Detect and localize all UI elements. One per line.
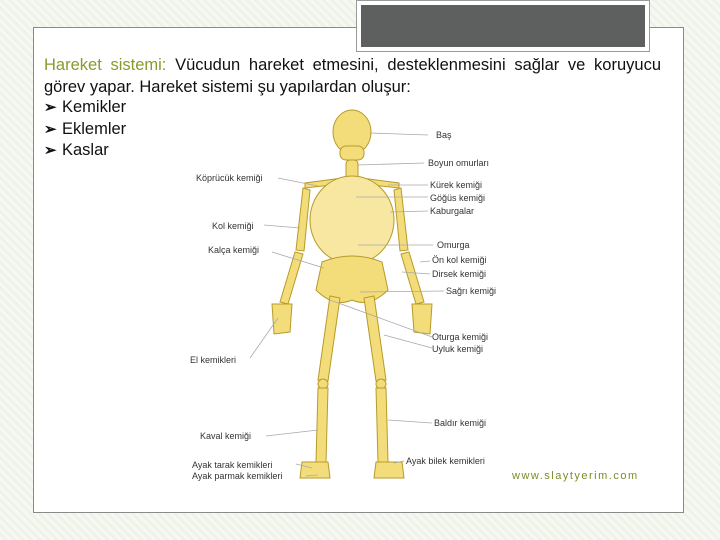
label-omurga: Omurga — [437, 240, 470, 250]
tibia-left — [316, 388, 328, 462]
bullet-text: Eklemler — [62, 119, 127, 138]
forearm-right — [401, 252, 424, 304]
watermark: www.slaytyerim.com — [512, 470, 639, 482]
label-kalca: Kalça kemiği — [208, 245, 260, 255]
label-kaburga: Kaburgalar — [430, 206, 475, 216]
bullet-text: Kaslar — [62, 141, 109, 159]
forearm-left — [280, 252, 303, 304]
jaw — [340, 146, 364, 160]
intro-text: Vücudun hareket etmesini, desteklenmesini sağlar ve koruyucu görev yapar. Hareket sistemi şu yapılardan oluşur: — [44, 56, 661, 96]
pelvis — [316, 256, 388, 302]
label-ayaktarak: Ayak tarak kemikleri — [192, 460, 273, 470]
femur-right — [364, 296, 386, 381]
label-kol: Kol kemiği — [212, 221, 254, 231]
label-dirsek: Dirsek kemiği — [432, 269, 487, 279]
label-onkol: Ön kol kemiği — [432, 255, 487, 265]
label-bas: Baş — [436, 130, 452, 140]
label-ayakbilek: Ayak bilek kemikleri — [406, 456, 485, 466]
arrow-bullet-icon: ➢ — [44, 120, 57, 138]
hand-right — [412, 304, 432, 334]
label-sagri: Sağrı kemiği — [446, 286, 497, 296]
label-oturga: Oturga kemiği — [432, 332, 489, 342]
label-el: El kemikleri — [190, 355, 237, 365]
ribcage — [310, 176, 394, 264]
humerus-left — [296, 188, 310, 251]
tibia-right — [376, 388, 388, 462]
label-gogus: Göğüs kemiği — [430, 193, 486, 203]
bullet-text: Kemikler — [62, 98, 127, 116]
label-kaval: Kaval kemiği — [200, 431, 252, 441]
femur-left — [318, 296, 340, 381]
label-boyun: Boyun omurları — [428, 158, 490, 168]
label-baldir: Baldır kemiği — [434, 418, 487, 428]
label-ayakparmak: Ayak parmak kemikleri — [192, 471, 283, 481]
arrow-bullet-icon: ➢ — [44, 142, 57, 159]
hand-left — [272, 304, 292, 334]
term-highlight: Hareket sistemi: — [44, 56, 167, 74]
foot-right — [374, 462, 404, 478]
label-uyluk: Uyluk kemiği — [432, 344, 484, 354]
label-kurek: Kürek kemiği — [430, 180, 483, 190]
label-kopru: Köprücük kemiği — [196, 173, 263, 183]
humerus-right — [394, 188, 408, 251]
arrow-bullet-icon: ➢ — [44, 99, 57, 116]
